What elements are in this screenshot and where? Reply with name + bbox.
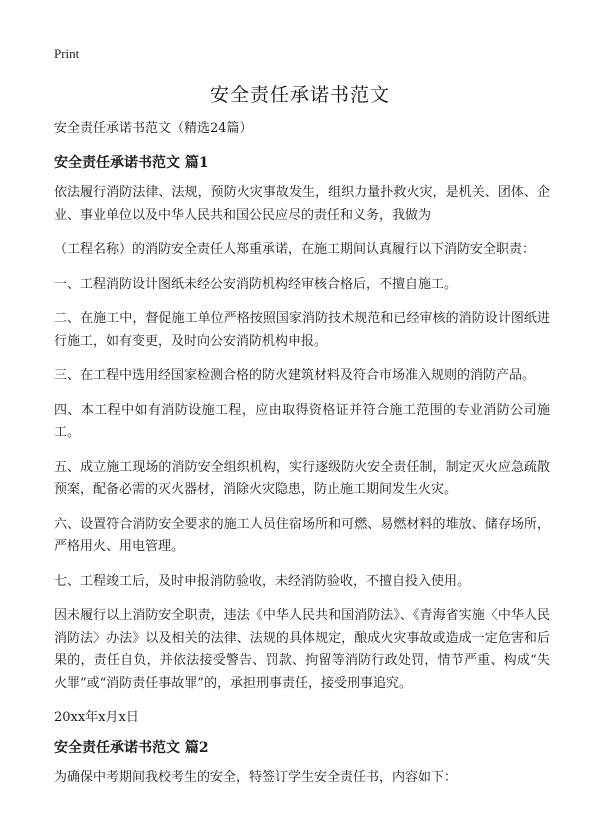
section-heading-1: 安全责任承诺书范文 篇1 bbox=[54, 155, 209, 171]
paragraph: 五、成立施工现场的消防安全组织机构，实行逐级防火安全责任制，制定灭火应急疏散预案，配备必需的灭火器材，消除火灾隐患，防止施工期间发生火灾。 bbox=[54, 459, 550, 497]
paragraph: 一、工程消防设计图纸未经公安消防机构经审核合格后，不擅自施工。 bbox=[54, 276, 458, 292]
signature-date: 20xx年x月x日 bbox=[54, 710, 139, 725]
paragraph: 七、工程竣工后，及时申报消防验收，未经消防验收，不擅自投入使用。 bbox=[54, 573, 471, 589]
page-title: 安全责任承诺书范文 bbox=[209, 84, 390, 106]
paragraph: 因未履行以上消防安全职责，违法《中华人民共和国消防法》、《青海省实施〈中华人民消防法〉办法》以及相关的法律、法规的具体规定，酿成火灾事故或造成一定危害和后果的，责任自负，并依法接受警告、罚款、拘留等消防行政处罚，情节严重、构成“失火罪”或“消防责任事故罪”的，承担刑事责任，接受刑事追究。 bbox=[54, 608, 550, 691]
paragraph: 为确保中考期间我校考生的安全，特签订学生安全责任书，内容如下： bbox=[54, 770, 458, 785]
paragraph: 三、在工程中选用经国家检测合格的防火建筑材料及符合市场准入规则的消防产品。 bbox=[54, 368, 536, 383]
paragraph: 六、设置符合消防安全要求的施工人员住宿场所和可燃、易燃材料的堆放、储存场所，严格用火、用电管理。 bbox=[54, 516, 550, 554]
print-link[interactable]: Print bbox=[54, 46, 80, 61]
section-heading-2: 安全责任承诺书范文 篇2 bbox=[54, 740, 209, 756]
paragraph: 四、本工程中如有消防设施工程，应由取得资格证并符合施工范围的专业消防公司施工。 bbox=[54, 402, 550, 440]
document-body bbox=[54, 118, 550, 802]
paragraph: （工程名称）的消防安全责任人郑重承诺，在施工期间认真履行以下消防安全职责： bbox=[54, 242, 536, 257]
paragraph: 二、在施工中，督促施工单位严格按照国家消防技术规范和已经审核的消防设计图纸进行施工，如有变更，及时向公安消防机构申报。 bbox=[54, 311, 550, 349]
paragraph: 依法履行消防法律、法规，预防火灾事故发生，组织力量扑救火灾，是机关、团体、企业、事业单位以及中华人民共和国公民应尽的责任和义务，我做为 bbox=[54, 185, 550, 223]
document-subtitle: 安全责任承诺书范文（精选24篇） bbox=[54, 121, 253, 136]
